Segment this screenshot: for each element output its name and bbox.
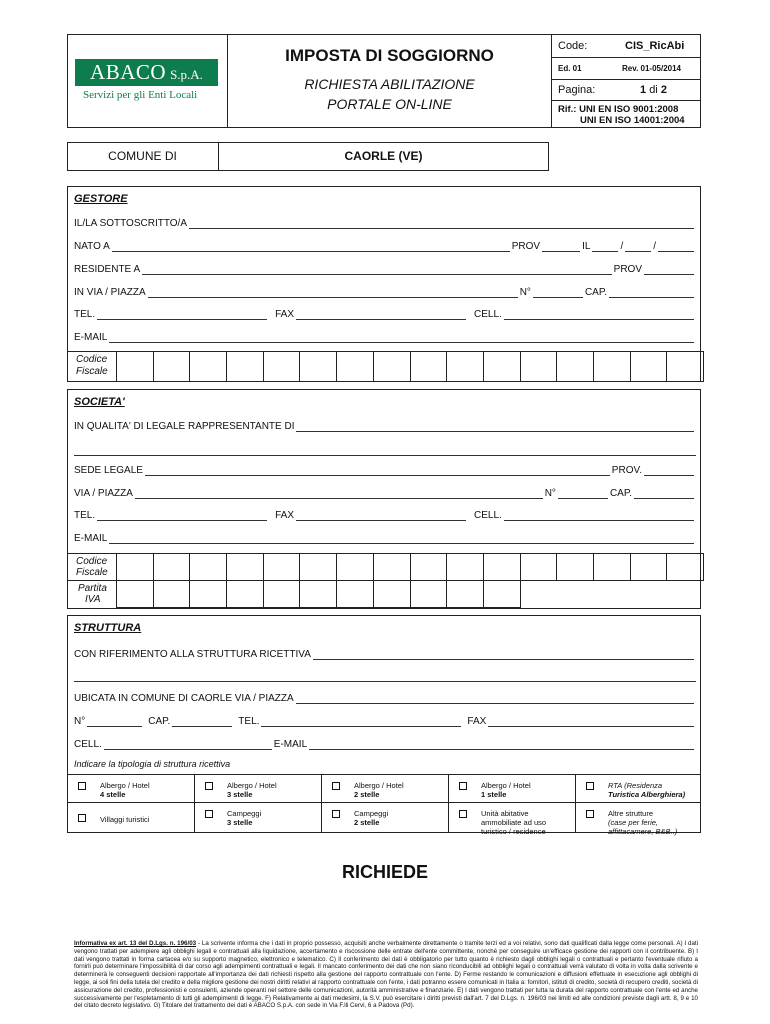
tipologia-checkbox[interactable]: [205, 782, 213, 790]
societa-email-field[interactable]: [74, 530, 696, 544]
informativa-privacy: [74, 940, 698, 1010]
tipologia-option-label: Altre strutture: [608, 809, 654, 818]
tipologia-checkbox[interactable]: [332, 782, 340, 790]
gestore-sottoscritto-label: IL/LA SOTTOSCRITTO/A: [74, 218, 187, 229]
partita-iva-cell[interactable]: [116, 580, 154, 608]
struttura-riferimento-label: CON RIFERIMENTO ALLA STRUTTURA RICETTIVA: [74, 649, 311, 660]
document-subtitle-2: PORTALE ON-LINE: [327, 96, 452, 112]
codice-fiscale-cell[interactable]: [446, 553, 484, 581]
gestore-cell-label: CELL.: [474, 309, 502, 320]
codice-fiscale-cell[interactable]: [630, 351, 668, 382]
codice-fiscale-cell[interactable]: [226, 553, 264, 581]
codice-fiscale-cell[interactable]: [520, 553, 558, 581]
informativa-title: Informativa ex art. 13 del D.Lgs. n. 196/03: [74, 940, 197, 947]
codice-fiscale-cell[interactable]: [116, 553, 154, 581]
gestore-prov-label: PROV: [511, 241, 541, 252]
codice-fiscale-cell[interactable]: [666, 351, 704, 382]
edition: Ed. 01: [558, 64, 582, 73]
document-subtitle-1: RICHIESTA ABILITAZIONE: [304, 76, 475, 92]
codice-fiscale-cell[interactable]: [593, 553, 631, 581]
codice-fiscale-cell[interactable]: [373, 351, 411, 382]
gestore-email-label: E-MAIL: [74, 332, 108, 343]
gestore-il-label: IL: [582, 241, 591, 252]
societa-numero-label: N°: [544, 488, 556, 499]
codice-fiscale-cell[interactable]: [336, 553, 374, 581]
tipologia-option-label: 4 stelle: [100, 790, 126, 799]
codice-fiscale-cell[interactable]: [263, 553, 301, 581]
societa-cap-label: CAP.: [609, 488, 632, 499]
partita-iva-cell[interactable]: [189, 580, 227, 608]
tipologia-option-label: Turistica Alberghiera): [608, 790, 686, 799]
tipologia-option-label: RTA (Residenza: [608, 781, 663, 790]
societa-fax-label: FAX: [275, 510, 295, 521]
societa-heading: SOCIETA': [74, 396, 125, 408]
societa-sede-label: SEDE LEGALE: [74, 465, 143, 476]
abaco-logo: [75, 59, 218, 86]
logo-name: ABACO: [90, 60, 167, 84]
tipologia-option-label: turistico / residence: [481, 827, 546, 836]
ref-line-1: Rif.: UNI EN ISO 9001:2008: [558, 104, 679, 115]
partita-iva-cell[interactable]: [263, 580, 301, 608]
codice-fiscale-cell[interactable]: [373, 553, 411, 581]
tipologia-checkbox[interactable]: [205, 810, 213, 818]
codice-fiscale-cell[interactable]: [556, 553, 594, 581]
tipologia-checkbox[interactable]: [78, 782, 86, 790]
struttura-ubicata-label: UBICATA IN COMUNE DI CAORLE VIA / PIAZZA: [74, 693, 294, 704]
gestore-sottoscritto-field[interactable]: [74, 215, 696, 229]
tipologia-checkbox[interactable]: [78, 814, 86, 822]
societa-email-label: E-MAIL: [74, 533, 108, 544]
societa-qualita-field[interactable]: [74, 418, 696, 432]
codice-fiscale-cell[interactable]: [483, 351, 521, 382]
gestore-fax-label: FAX: [275, 309, 295, 320]
tipologia-checkbox[interactable]: [459, 782, 467, 790]
ref-line-2: UNI EN ISO 14001:2004: [580, 115, 685, 126]
codice-fiscale-cell[interactable]: [116, 351, 154, 382]
codice-fiscale-cell[interactable]: [153, 351, 191, 382]
tipologia-option-label: ammobiliate ad uso: [481, 818, 547, 827]
codice-fiscale-cell[interactable]: [520, 351, 558, 382]
tipologia-checkbox[interactable]: [586, 782, 594, 790]
document-title: IMPOSTA DI SOGGIORNO: [285, 46, 494, 65]
page-number: [640, 84, 667, 96]
gestore-cf-label-1: Codice: [76, 354, 108, 365]
struttura-cell-email-row[interactable]: [74, 736, 696, 750]
informativa-text: - La scrivente informa che i dati in proprio possesso, acquisiti anche verbalmente direttamente o tramite terzi ed a voi relativi, sono dati qualificati dalla legge come personali. A) I dati vengono trattati per adempiere agli obblighi legali e contrattuali alla liquidazione, accertamento e riscossione delle entrate dell'ente committente, nonché per conseguire un'efficace gestione dei rapporti con il contribuente. B) I dati vengono trattati in forma cartacea e/o su supporto magnetico, elettronico e telematico. C) Il conferimento dei dati è obbligatorio per tutto quanto è richiesto dagli obblighi legali o contrattuali e pertanto l'eventuale rifiuto a fornirli può determinare l'impossibilità di dar corso agli adempimenti contrattuali e legali. Il mancato conferimento dei dati che non siano riconducibili ad obblighi legali o contrattuali verrà valutato di volta in volta dalla scrivente e determinerà le conseguenti decisioni rapportate all'importanza dei dati richiesti rispetto alla gestione del rapporto contrattuale con l'ente. D) Ferme restando le comunicazioni e diffusioni effettuate in esecuzione agli obblighi di legge, ai soli fini della tutela del credito e della migliore gestione dei nostri diritti relativi al rapporto contrattuale con l'ente, i dati potranno essere comunicati in Italia a: fornitori, istituti di credito, società di recupero crediti, società di assicurazione del credito, professionisti e consulenti, aziende operanti nel settore delle comunicazioni, autorità amministrative e finanziarie. E) I dati vengono trattati per tutta la durata del rapporto contrattuale con l'ente ed anche successivamente per l'espletamento di tutti gli adempimenti di legge. F) Relativamente ai dati medesimi, la S.V. può esercitare i diritti previsti dall'art. 7 del D.Lgs. n. 196/03 nei limiti ed alle condizioni previste dagli artt. 8, 9 e 10 del citato decreto legislativo. G) Titolare del trattamento dei dati è ABACO S.p.A. con sede in Via F.lli Cervi, 6 a Padova (Pd).: [74, 940, 698, 1010]
struttura-numero-label: N°: [74, 716, 86, 727]
partita-iva-cell[interactable]: [373, 580, 411, 608]
tipologia-option-label: (case per ferie,: [608, 818, 659, 827]
gestore-prov-label: PROV: [613, 264, 642, 275]
richiede-heading: RICHIEDE: [341, 862, 428, 882]
societa-qualita-continuation[interactable]: [74, 442, 696, 456]
tipologia-option-label: Albergo / Hotel: [227, 781, 277, 790]
tipologia-option-label: Albergo / Hotel: [354, 781, 404, 790]
societa-piva-label-1: Partita: [78, 583, 107, 594]
gestore-via-label: IN VIA / PIAZZA: [74, 287, 146, 298]
gestore-cf-label-2: Fiscale: [76, 366, 108, 377]
tipologia-option-label: Albergo / Hotel: [100, 781, 150, 790]
gestore-via-row[interactable]: [74, 284, 696, 298]
gestore-nato-label: NATO A: [74, 241, 110, 252]
struttura-tel-label: TEL.: [238, 716, 260, 727]
tipologia-option-label: Campeggi: [227, 809, 262, 818]
gestore-numero-label: N°: [519, 287, 531, 298]
date-separator: /: [653, 241, 656, 252]
societa-qualita-label: IN QUALITA' DI LEGALE RAPPRESENTANTE DI: [74, 421, 295, 432]
struttura-cap-label: CAP.: [148, 716, 171, 727]
gestore-residente-row[interactable]: [74, 261, 696, 275]
codice-fiscale-cell[interactable]: [630, 553, 668, 581]
struttura-heading: STRUTTURA: [74, 622, 142, 634]
page-value: 1: [640, 84, 647, 96]
revision: Rev. 01-05/2014: [622, 64, 682, 73]
societa-prov-label: PROV.: [611, 465, 642, 476]
tipologia-option-label: Albergo / Hotel: [481, 781, 531, 790]
codice-fiscale-cell[interactable]: [299, 553, 337, 581]
tipologia-option-label: 3 stelle: [227, 790, 253, 799]
societa-cell-label: CELL.: [474, 510, 502, 521]
partita-iva-cell[interactable]: [446, 580, 484, 608]
gestore-contatti-row[interactable]: [74, 306, 696, 320]
code-value: CIS_RicAbi: [625, 40, 685, 52]
societa-tel-label: TEL.: [74, 510, 96, 521]
codice-fiscale-cell[interactable]: [336, 351, 374, 382]
societa-codice-fiscale-grid[interactable]: [117, 553, 704, 581]
codice-fiscale-cell[interactable]: [556, 351, 594, 382]
gestore-residente-label: RESIDENTE A: [74, 264, 141, 275]
tipologia-option-label: 3 stelle: [227, 818, 253, 827]
struttura-numero-row[interactable]: [74, 713, 696, 727]
codice-fiscale-cell[interactable]: [666, 553, 704, 581]
struttura-ubicata-field[interactable]: [74, 690, 696, 704]
societa-piva-label-2: IVA: [85, 594, 101, 605]
page-total: 2: [660, 84, 667, 96]
codice-fiscale-cell[interactable]: [263, 351, 301, 382]
tipologia-option-label: 2 stelle: [354, 818, 380, 827]
tipologia-option-label: affittacamere, B&B..): [608, 827, 678, 836]
codice-fiscale-cell[interactable]: [483, 553, 521, 581]
partita-iva-cell[interactable]: [226, 580, 264, 608]
societa-via-row[interactable]: [74, 485, 696, 499]
gestore-cap-label: CAP.: [584, 287, 607, 298]
logo-suffix: S.p.A.: [170, 66, 203, 82]
codice-fiscale-cell[interactable]: [189, 351, 227, 382]
code-label: Code:: [558, 40, 588, 52]
date-separator: /: [620, 241, 624, 252]
tipologia-option-label: 2 stelle: [354, 790, 380, 799]
page-of: di: [649, 84, 658, 96]
societa-via-label: VIA / PIAZZA: [74, 488, 133, 499]
societa-sede-row[interactable]: [74, 462, 696, 476]
tipologia-checkbox[interactable]: [332, 810, 340, 818]
gestore-email-field[interactable]: [74, 329, 696, 343]
codice-fiscale-cell[interactable]: [410, 351, 448, 382]
codice-fiscale-cell[interactable]: [410, 553, 448, 581]
gestore-heading: GESTORE: [74, 193, 128, 205]
societa-contatti-row[interactable]: [74, 507, 696, 521]
codice-fiscale-cell[interactable]: [299, 351, 337, 382]
partita-iva-cell[interactable]: [336, 580, 374, 608]
codice-fiscale-cell[interactable]: [226, 351, 264, 382]
codice-fiscale-cell[interactable]: [593, 351, 631, 382]
gestore-codice-fiscale-grid[interactable]: [117, 351, 704, 382]
struttura-tipologia-hint: Indicare la tipologia di struttura ricettiva: [74, 759, 231, 769]
struttura-email-label: E-MAIL: [273, 739, 308, 750]
struttura-cell-label: CELL.: [74, 739, 102, 750]
tipologia-option-label: Unità abitative: [481, 809, 529, 818]
societa-cf-label-2: Fiscale: [76, 567, 108, 578]
gestore-tel-label: TEL.: [74, 309, 96, 320]
tipologia-option-label: Campeggi: [354, 809, 389, 818]
partita-iva-cell[interactable]: [483, 580, 521, 608]
comune-label: COMUNE DI: [108, 149, 177, 163]
struttura-fax-label: FAX: [467, 716, 487, 727]
tipologia-checkbox[interactable]: [586, 810, 594, 818]
codice-fiscale-cell[interactable]: [189, 553, 227, 581]
societa-partita-iva-grid[interactable]: [117, 580, 521, 608]
tipologia-option-label: Villaggi turistici: [100, 815, 150, 824]
tipologia-option-label: 1 stelle: [481, 790, 507, 799]
societa-cf-label-1: Codice: [76, 556, 108, 567]
partita-iva-cell[interactable]: [299, 580, 337, 608]
partita-iva-cell[interactable]: [410, 580, 448, 608]
logo-tagline: Servizi per gli Enti Locali: [83, 89, 198, 101]
partita-iva-cell[interactable]: [153, 580, 191, 608]
gestore-nato-row[interactable]: [74, 238, 696, 252]
page-label: Pagina:: [558, 84, 596, 96]
codice-fiscale-cell[interactable]: [446, 351, 484, 382]
tipologia-checkbox[interactable]: [459, 810, 467, 818]
struttura-riferimento-field[interactable]: [74, 646, 696, 660]
codice-fiscale-cell[interactable]: [153, 553, 191, 581]
comune-value[interactable]: CAORLE (VE): [344, 149, 423, 163]
struttura-riferimento-continuation[interactable]: [74, 668, 696, 682]
